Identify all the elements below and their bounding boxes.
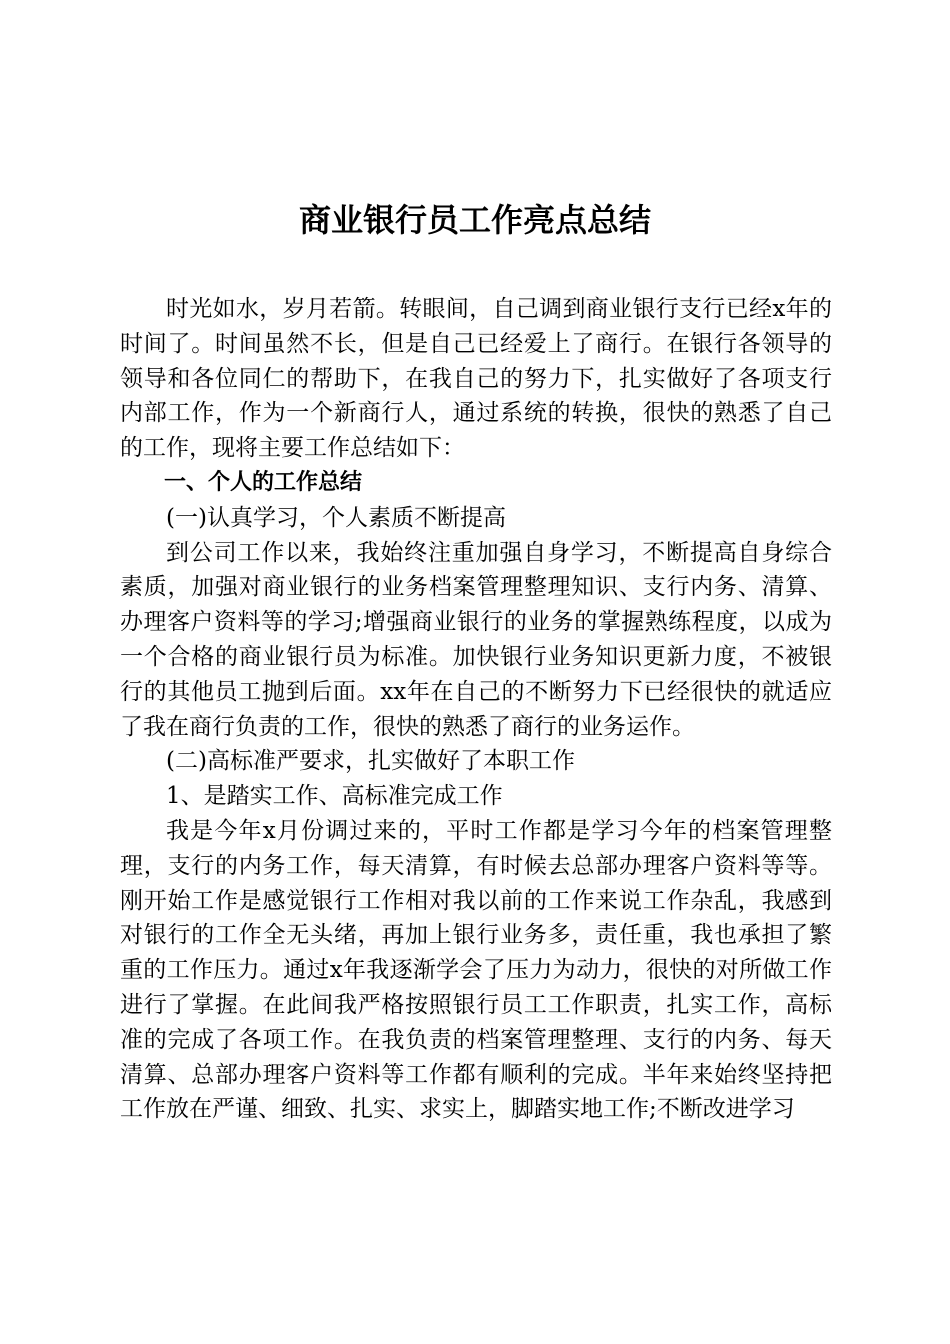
study-paragraph: 到公司工作以来，我始终注重加强自身学习，不断提高自身综合素质，加强对商业银行的业务档案管理整理知识、支行内务、清算、办理客户资料等的学习;增强商业银行的业务的掌握熟练程度，以成为一个合格的商业银行员为标准。加快银行业务知识更新力度，不被银行的其他员工抛到后面。xx年在自己的不断努力下已经很快的就适应了我在商行负责的工作，很快的熟悉了商行的业务运作。 (120, 539, 832, 740)
work-paragraph: 我是今年x月份调过来的，平时工作都是学习今年的档案管理整理，支行的内务工作，每天清算，有时候去总部办理客户资料等等。刚开始工作是感觉银行工作相对我以前的工作来说工作杂乱，我感到对银行的工作全无头绪，再加上银行业务多，责任重，我也承担了繁重的工作压力。通过x年我逐渐学会了压力为动力，很快的对所做工作进行了掌握。在此间我严格按照银行员工工作职责，扎实工作，高标准的完成了各项工作。在我负责的档案管理整理、支行的内务、每天清算、总部办理客户资料等工作都有顺利的完成。半年来始终坚持把工作放在严谨、细致、扎实、求实上，脚踏实地工作;不断改进学习 (120, 817, 832, 1123)
document-body (120, 292, 832, 1127)
intro-paragraph: 时光如水，岁月若箭。转眼间，自己调到商业银行支行已经x年的时间了。时间虽然不长，但是自己已经爱上了商行。在银行各领导的领导和各位同仁的帮助下，在我自己的努力下，扎实做好了各项支行内部工作，作为一个新商行人，通过系统的转换，很快的熟悉了自己的工作，现将主要工作总结如下： (120, 296, 832, 462)
subsection-heading-study: (一)认真学习，个人素质不断提高 (166, 504, 506, 531)
section-heading-personal-summary: 一、个人的工作总结 (164, 469, 363, 495)
document-title: 商业银行员工作亮点总结 (298, 201, 651, 239)
subsection-heading-standards: (二)高标准严要求，扎实做好了本职工作 (166, 748, 575, 775)
item-heading-work: 1、是踏实工作、高标准完成工作 (166, 783, 503, 810)
